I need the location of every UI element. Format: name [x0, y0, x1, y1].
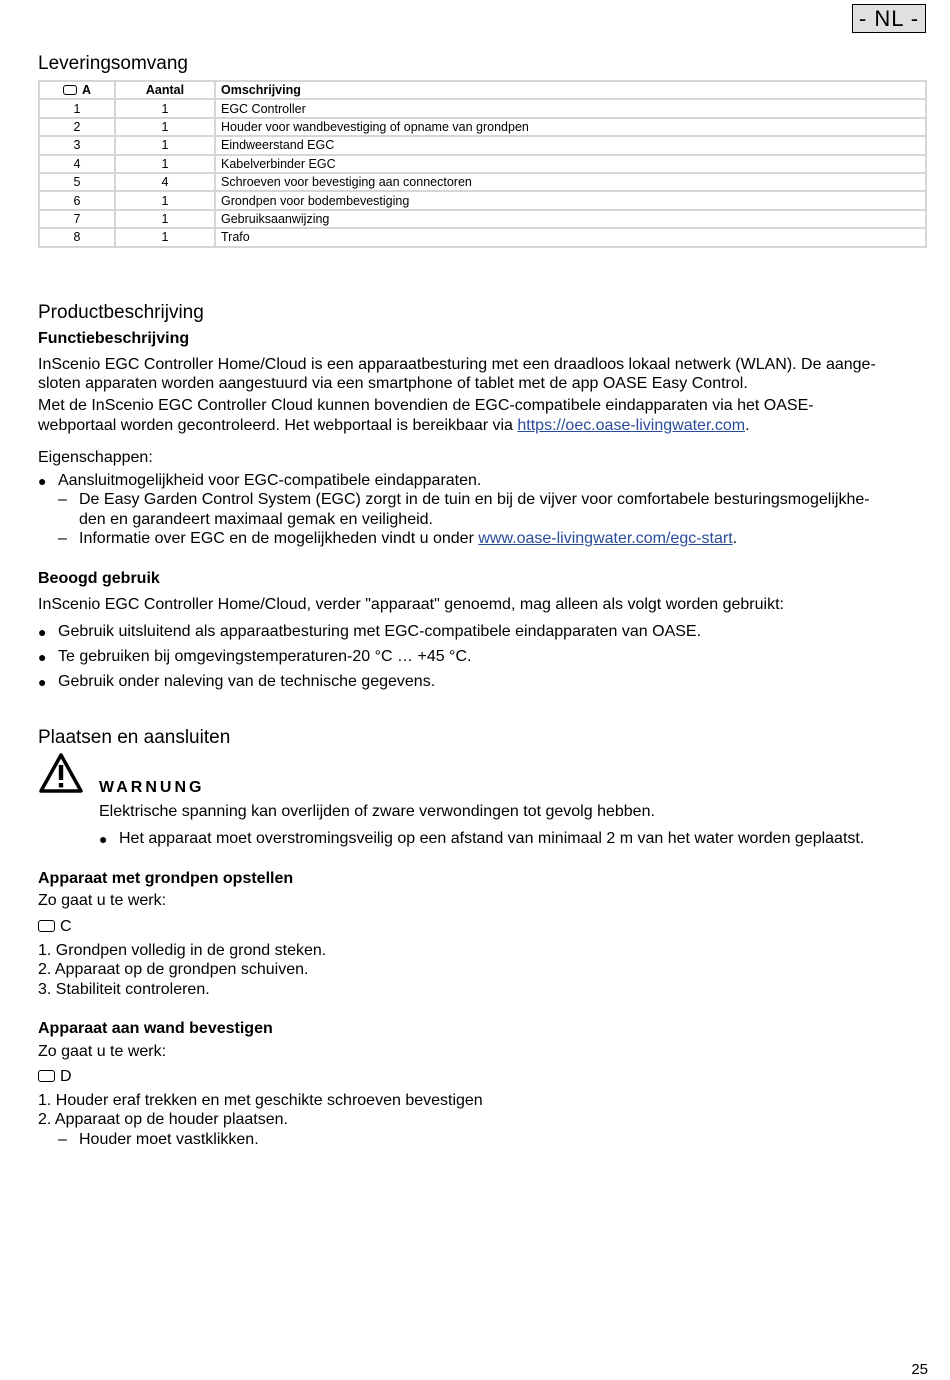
- row-quantity: 1: [115, 228, 215, 246]
- ground-step-1: 1. Grondpen volledig in de grond steken.: [38, 942, 327, 959]
- ground-figure-ref: C: [38, 917, 72, 937]
- row-quantity: 1: [115, 99, 215, 117]
- header-description: Omschrijving: [215, 81, 926, 99]
- table-row: [39, 210, 926, 228]
- bullet: ●: [99, 831, 108, 847]
- row-description: Eindweerstand EGC: [215, 136, 926, 154]
- row-description: Houder voor wandbevestiging of opname van grondpen: [215, 118, 926, 136]
- ground-heading: Apparaat met grondpen opstellen: [38, 870, 294, 887]
- row-figure-number: 1: [39, 99, 115, 117]
- table-header-row: [39, 81, 926, 99]
- properties-label: Eigenschappen:: [38, 449, 153, 466]
- page-number: 25: [911, 1361, 928, 1378]
- dash: –: [58, 491, 67, 508]
- warning-title: WARNUNG: [99, 779, 205, 796]
- property-item: Aansluitmogelijkheid voor EGC-compatibele eindapparaten.: [58, 472, 482, 489]
- intended-use-heading: Beoogd gebruik: [38, 570, 160, 587]
- wall-step-1: 1. Houder eraf trekken en met geschikte schroeven bevestigen: [38, 1092, 483, 1109]
- ground-intro: Zo gaat u te werk:: [38, 892, 167, 909]
- scope-heading: Leveringsomvang: [38, 53, 188, 74]
- dash: –: [58, 1131, 67, 1148]
- dash: –: [58, 530, 67, 547]
- row-quantity: 1: [115, 191, 215, 209]
- function-paragraph-2b: webportaal worden gecontroleerd. Het webportaal is bereikbaar via https://oec.oase-livingwater.com.: [38, 417, 750, 434]
- warning-text: Elektrische spanning kan overlijden of zware verwondingen tot gevolg hebben.: [99, 803, 655, 820]
- row-figure-number: 5: [39, 173, 115, 191]
- property-subitem-1a: De Easy Garden Control System (EGC) zorgt in de tuin en bij de vijver voor comfortabele besturingsmogelijkhe-: [79, 491, 870, 508]
- row-figure-number: 4: [39, 155, 115, 173]
- function-paragraph-1b: sloten apparaten worden aangestuurd via een smartphone of tablet met de app OASE Easy Control.: [38, 375, 748, 392]
- property-subitem-1b: den en garandeert maximaal gemak en veiligheid.: [79, 511, 433, 528]
- header-quantity: Aantal: [115, 81, 215, 99]
- row-figure-number: 8: [39, 228, 115, 246]
- table-row: [39, 191, 926, 209]
- table-row: [39, 99, 926, 117]
- product-heading: Productbeschrijving: [38, 302, 204, 323]
- intended-use-item-1: Gebruik uitsluitend als apparaatbesturing met EGC-compatibele eindapparaten van OASE.: [58, 623, 702, 640]
- book-icon: [63, 85, 77, 95]
- bullet: ●: [38, 473, 47, 489]
- wall-substep: Houder moet vastklikken.: [79, 1131, 259, 1148]
- function-paragraph-1a: InScenio EGC Controller Home/Cloud is een apparaatbesturing met een draadloos lokaal netwerk (WLAN). De aange-: [38, 356, 876, 373]
- row-description: Grondpen voor bodembevestiging: [215, 191, 926, 209]
- row-quantity: 1: [115, 136, 215, 154]
- wall-figure-ref: D: [38, 1067, 72, 1087]
- wall-heading: Apparaat aan wand bevestigen: [38, 1020, 273, 1037]
- language-tag: - NL -: [852, 4, 926, 33]
- book-icon: [38, 1070, 55, 1082]
- webportal-link[interactable]: https://oec.oase-livingwater.com: [517, 417, 746, 434]
- egc-start-link[interactable]: www.oase-livingwater.com/egc-start: [478, 530, 733, 547]
- row-quantity: 1: [115, 155, 215, 173]
- wall-intro: Zo gaat u te werk:: [38, 1043, 167, 1060]
- table-row: [39, 173, 926, 191]
- row-figure-number: 7: [39, 210, 115, 228]
- bullet: ●: [38, 649, 47, 665]
- header-figure: A: [39, 81, 115, 99]
- row-description: EGC Controller: [215, 99, 926, 117]
- row-quantity: 1: [115, 210, 215, 228]
- bullet: ●: [38, 674, 47, 690]
- row-quantity: 4: [115, 173, 215, 191]
- install-heading: Plaatsen en aansluiten: [38, 727, 231, 748]
- table-row: [39, 118, 926, 136]
- function-heading: Functiebeschrijving: [38, 330, 190, 347]
- row-description: Trafo: [215, 228, 926, 246]
- function-paragraph-2a: Met de InScenio EGC Controller Cloud kunnen bovendien de EGC-compatibele eindapparaten via het OASE-: [38, 397, 814, 414]
- row-figure-number: 2: [39, 118, 115, 136]
- warning-triangle-icon: [38, 752, 84, 794]
- ground-step-2: 2. Apparaat op de grondpen schuiven.: [38, 961, 309, 978]
- ground-step-3: 3. Stabiliteit controleren.: [38, 981, 210, 998]
- bullet: ●: [38, 624, 47, 640]
- row-figure-number: 3: [39, 136, 115, 154]
- intended-use-item-3: Gebruik onder naleving van de technische gegevens.: [58, 673, 436, 690]
- book-icon: [38, 920, 55, 932]
- wall-step-2: 2. Apparaat op de houder plaatsen.: [38, 1111, 288, 1128]
- row-description: Gebruiksaanwijzing: [215, 210, 926, 228]
- table-row: [39, 155, 926, 173]
- warning-bullet: Het apparaat moet overstromingsveilig op een afstand van minimaal 2 m van het water worden geplaatst.: [119, 830, 865, 847]
- row-quantity: 1: [115, 118, 215, 136]
- row-figure-number: 6: [39, 191, 115, 209]
- property-subitem-2: Informatie over EGC en de mogelijkheden vindt u onder www.oase-livingwater.com/egc-start.: [79, 530, 738, 547]
- intended-use-item-2: Te gebruiken bij omgevingstemperaturen-20 °C … +45 °C.: [58, 648, 472, 665]
- intended-use-intro: InScenio EGC Controller Home/Cloud, verder "apparaat" genoemd, mag alleen als volgt worden gebruikt:: [38, 596, 784, 613]
- scope-table: [38, 80, 927, 248]
- table-row: [39, 136, 926, 154]
- row-description: Kabelverbinder EGC: [215, 155, 926, 173]
- table-row: [39, 228, 926, 246]
- row-description: Schroeven voor bevestiging aan connectoren: [215, 173, 926, 191]
